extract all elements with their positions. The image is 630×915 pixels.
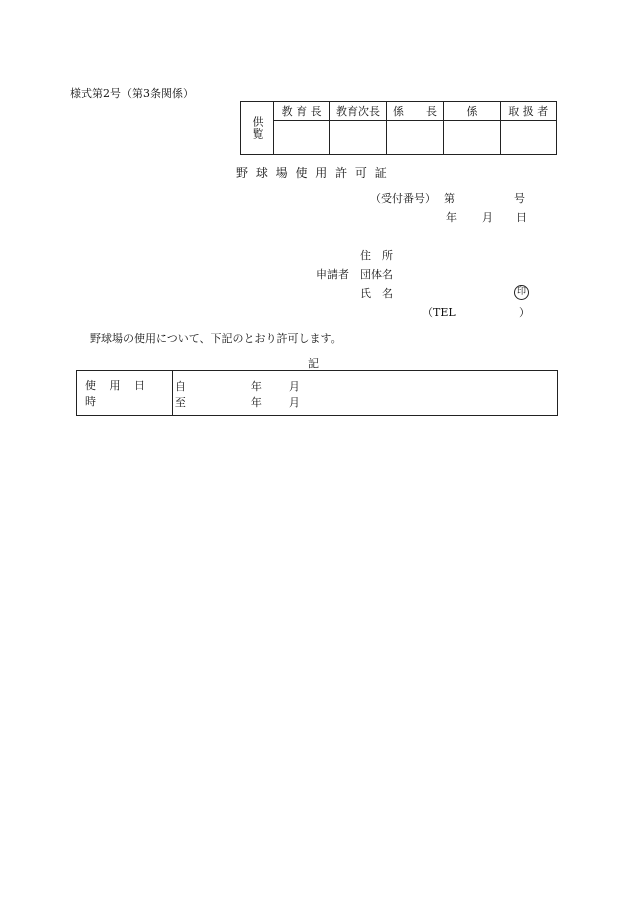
receipt-day: 日 — [516, 211, 527, 224]
approval-header-handler: 取 扱 者 — [500, 102, 556, 121]
datetime-year-1: 年 — [250, 380, 262, 393]
form-number: 様式第2号（第3条関係） — [70, 87, 194, 100]
applicant-address-label: 住 所 — [360, 249, 393, 262]
receipt-dai: 第 — [444, 192, 455, 205]
main-form-table — [76, 370, 558, 416]
applicant-tel-close: ） — [519, 306, 530, 319]
approval-stamp-cell[interactable] — [444, 121, 500, 155]
row-label-datetime: 使 用 日 時 — [77, 371, 173, 416]
approval-stamp-cell[interactable] — [500, 121, 556, 155]
datetime-month-2: 月 — [288, 396, 300, 409]
applicant-label: 申請者 — [316, 268, 349, 281]
permission-statement: 野球場の使用について、下記のとおり許可します。 — [90, 332, 342, 345]
datetime-month-1: 月 — [288, 380, 300, 393]
approval-stamp-cell[interactable] — [386, 121, 444, 155]
approval-stamp-cell[interactable] — [330, 121, 386, 155]
datetime-cell[interactable] — [172, 371, 557, 416]
approval-header-staff: 係 — [444, 102, 500, 121]
seal-icon: 印 — [514, 285, 529, 300]
ki-label: 記 — [308, 357, 319, 370]
approval-stamp-cell[interactable] — [274, 121, 330, 155]
document-title: 野 球 場 使 用 許 可 証 — [236, 166, 389, 180]
datetime-year-2: 年 — [250, 396, 262, 409]
applicant-name-label: 氏 名 — [360, 287, 393, 300]
receipt-label: （受付番号） — [370, 192, 436, 205]
approval-header-superintendent: 教 育 長 — [274, 102, 330, 121]
approval-header-deputy: 教育次長 — [330, 102, 386, 121]
datetime-to: 至 — [174, 396, 186, 409]
approval-header-chief: 係 長 — [386, 102, 444, 121]
receipt-year: 年 — [446, 211, 457, 224]
datetime-from: 自 — [174, 380, 186, 393]
receipt-go: 号 — [514, 192, 525, 205]
applicant-group-label: 団体名 — [360, 268, 393, 281]
receipt-month: 月 — [482, 211, 493, 224]
approval-table — [240, 101, 557, 155]
applicant-tel-open: （TEL — [422, 306, 456, 319]
approval-side-label: 供覧 — [241, 102, 274, 155]
